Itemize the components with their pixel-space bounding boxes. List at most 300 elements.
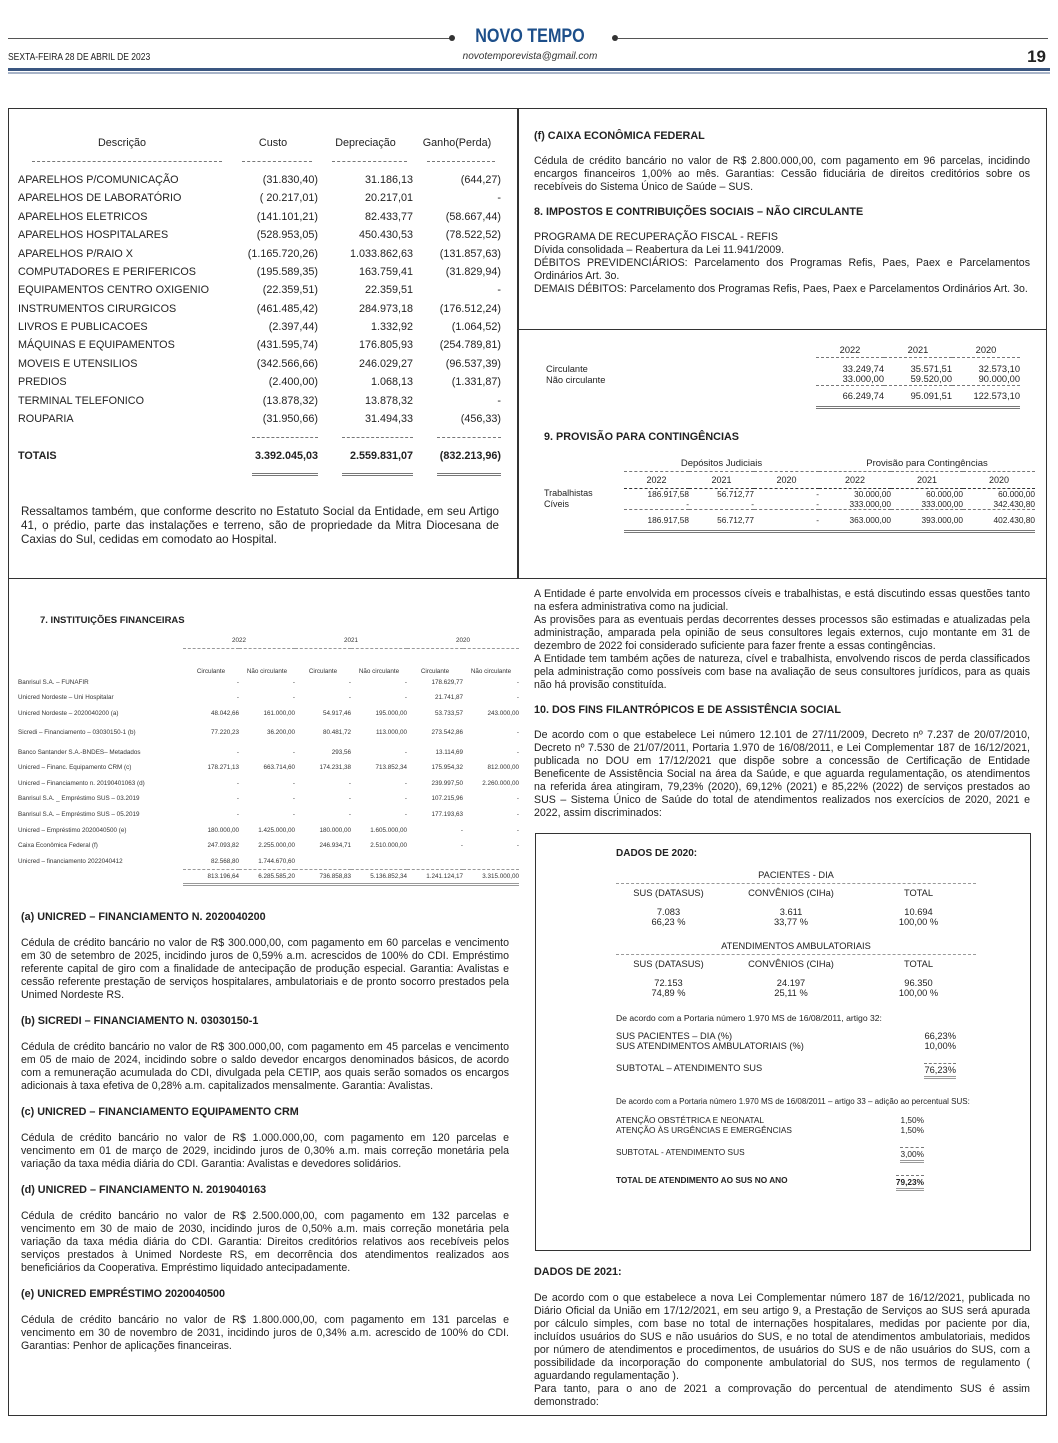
table-cell: 56.712,77 xyxy=(717,488,754,499)
table-row xyxy=(18,838,519,854)
assets-note: Ressaltamos também, que conforme descrito no Estatuto Social da Entidade, em seu Artigo 41, o prédio, parte das instalações e terreno, são de propriedade da Mitra Diocesana de Caxias do Sul, cedidas em comodato ao Hospital. xyxy=(21,505,499,546)
table-cell: - xyxy=(292,779,295,787)
table-cell: - xyxy=(236,795,239,803)
table-cell: (13.878,32) xyxy=(262,394,318,407)
table-cell: - xyxy=(460,842,463,850)
table-row xyxy=(18,744,519,760)
table-cell: (342.566,66) xyxy=(256,357,318,370)
stat-cell: CONVÊNIOS (CIHa) xyxy=(748,888,834,898)
total-cell: (832.213,96) xyxy=(439,449,501,462)
table-cell: 186.917,58 xyxy=(647,488,689,499)
paragraph: A Entidade é parte envolvida em processos cíveis e trabalhistas, e está discutindo essas questões tanto na esfera administrativa como na judicial. xyxy=(534,588,1030,613)
year-header: 2020 xyxy=(952,343,1020,357)
year-header: 2022 xyxy=(816,343,884,357)
impostos-table xyxy=(546,343,1020,409)
table-cell: (131.857,63) xyxy=(439,247,501,260)
value: 1,50% xyxy=(900,1125,924,1135)
row-label: Unicred – Empréstimo 2020040500 (e) xyxy=(18,826,127,834)
values-row xyxy=(616,978,976,988)
block-title: PACIENTES - DIA xyxy=(616,870,976,884)
row-label: Cíveis xyxy=(544,498,570,509)
issue-date: SEXTA-FEIRA 28 DE ABRIL DE 2023 xyxy=(8,52,151,63)
row-label: Banrisul S.A. – FUNAFIR xyxy=(18,678,89,686)
table-cell: INSTRUMENTOS CIRURGICOS xyxy=(18,302,177,315)
table-cell: - xyxy=(686,498,689,509)
row-label: Trabalhistas xyxy=(544,488,593,499)
table-row xyxy=(18,410,501,428)
table-cell: - xyxy=(404,694,407,702)
table-cell: 82.433,77 xyxy=(364,210,413,223)
blank xyxy=(544,456,624,471)
table-cell: LIVROS E PUBLICACOES xyxy=(18,321,148,334)
table-cell: ROUPARIA xyxy=(18,413,74,426)
label: ATENÇÃO ÀS URGÊNCIAS E EMERGÊNCIAS xyxy=(616,1125,792,1135)
table-cell: (456,33) xyxy=(460,413,501,426)
table-header-row xyxy=(18,134,501,152)
header-divider xyxy=(8,72,1050,74)
total-row xyxy=(544,509,1035,531)
separator xyxy=(318,152,413,170)
table-cell: 333.000,00 xyxy=(921,498,963,509)
section-title: (b) SICREDI – FINANCIAMENTO N. 03030150-1 xyxy=(21,1015,259,1027)
cols-row xyxy=(616,959,976,969)
table-cell: - xyxy=(292,811,295,819)
table-cell xyxy=(295,854,351,870)
table-row xyxy=(544,499,1035,510)
table-cell: APARELHOS DE LABORATÓRIO xyxy=(18,192,182,205)
row-label: Unicred – Financiamento n. 20190401063 (d) xyxy=(18,779,145,787)
year-header: 2020 xyxy=(407,633,519,649)
table-cell: 13.114,69 xyxy=(435,748,463,756)
text-line: DEMAIS DÉBITOS: Parcelamento dos Programas Refis, Paes, Paex e Parcelamentos Ordinários Art. 3o. xyxy=(534,283,1028,295)
table-cell: 713.852,34 xyxy=(375,764,407,772)
separator-row xyxy=(18,428,501,446)
art33-note: De acordo com a Portaria número 1.970 MS de 16/08/2011 – artigo 33 – adição ao percentual SUS: xyxy=(616,1097,970,1106)
percent-row xyxy=(616,1115,924,1125)
row-label: Banrisul S.A. _ Empréstimo SUS – 03.2019 xyxy=(18,795,140,803)
table-cell: - xyxy=(516,694,519,702)
table-cell: 246.934,71 xyxy=(319,842,351,850)
dados-2020 xyxy=(616,847,976,1191)
label: SUBTOTAL - ATENDIMENTO SUS xyxy=(616,1147,745,1157)
table-cell: 180.000,00 xyxy=(207,826,239,834)
table-cell: 80.481,72 xyxy=(322,729,351,737)
column-header: Não circulante xyxy=(358,667,400,675)
table-cell: - xyxy=(404,779,407,787)
table-cell: 333.000,00 xyxy=(849,498,891,509)
table-cell: - xyxy=(404,811,407,819)
section-title: (f) CAIXA ECONÔMICA FEDERAL xyxy=(534,130,705,142)
separator xyxy=(18,152,228,170)
table-cell: - xyxy=(516,842,519,850)
table-row xyxy=(18,807,519,823)
table-cell: - xyxy=(292,694,295,702)
table-cell: ( 20.217,01) xyxy=(259,192,318,205)
separator xyxy=(228,152,318,170)
table-cell: 284.973,18 xyxy=(358,302,413,315)
label: SUBTOTAL – ATENDIMENTO SUS xyxy=(616,1063,763,1073)
table-row xyxy=(18,171,501,189)
separator xyxy=(413,428,501,446)
table-row xyxy=(18,208,501,226)
table-cell: - xyxy=(348,811,351,819)
table-cell: 178.271,13 xyxy=(207,764,239,772)
year-row xyxy=(544,471,1035,488)
column-header: Não circulante xyxy=(246,667,288,675)
table-cell: 2.510.000,00 xyxy=(370,842,407,850)
stat-cell: 74,89 % xyxy=(651,988,686,998)
column-header: Custo xyxy=(258,137,288,150)
table-cell: 22.359,51 xyxy=(364,284,413,297)
table-cell: - xyxy=(292,795,295,803)
table-cell: MÁQUINAS E EQUIPAMENTOS xyxy=(18,339,175,352)
paragraph: De acordo com o que estabelece a nova Lei Complementar número 187 de 16/12/2021, publicada no Diário Oficial da União em 17/12/2021, em seu artigo 9, a Prestação de Serviços ao SUS será apurada por cálculo simples, com base no total de internações hospitalares, medidas por paciente por dia, incluídos usuários do SUS e não usuários do SUS, e no total de atendimentos ambulatoriais, medidos por número de atendimentos e procedimentos, de usuários do SUS e de não usuários do SUS, com a possibilidade da incorporação do componente ambulatorial do SUS, nos termos de regulamento ( aguardando regulamentação ). xyxy=(534,1292,1030,1382)
table-cell: - xyxy=(404,748,407,756)
total-cell: 5.136.852,34 xyxy=(351,869,407,885)
table-cell: - xyxy=(516,795,519,803)
table-cell: 812.000,00 xyxy=(487,764,519,772)
section-body: Cédula de crédito bancário no valor de R$ 300.000,00, com pagamento em 45 parcelas e vencimento em 05 de maio de 2024, incidindo sobre o saldo devedor encargos denominados básicos, de acordo com a remuneração acumulada do CDI, divulgada pela CETIP, aos quais serão somados os encargos adicionais à taxa efetiva de 0,28% a.m. capitalizados mensalmente. Garantia: Avalistas. xyxy=(21,1041,509,1092)
year-header: 2022 xyxy=(624,471,689,488)
total-cell: 6.285.585,20 xyxy=(239,869,295,885)
table-cell: 342.430,80 xyxy=(993,498,1035,509)
table-cell: (176.512,24) xyxy=(439,302,501,315)
row-label: Sicredi – Financiamento – 03030150-1 (b) xyxy=(18,729,136,737)
table-row xyxy=(18,690,519,706)
table-cell: (644,27) xyxy=(460,173,501,186)
table-cell: 1.605.000,00 xyxy=(370,826,407,834)
paragraph: A Entidade tem também ações de natureza, cível e trabalhista, envolvendo riscos de perda classificados pela administração como possíveis com base na avaliação de seus consultores jurídicos, para as quais não há provisão constituída. xyxy=(534,653,1030,691)
table-cell: - xyxy=(516,826,519,834)
total-cell: 122.573,10 xyxy=(952,385,1020,407)
total-row xyxy=(546,385,1020,407)
table-cell: 113.000,00 xyxy=(375,729,407,737)
table-row xyxy=(18,226,501,244)
table-cell: 13.878,32 xyxy=(364,394,413,407)
contact-email: novotemporevista@gmail.com xyxy=(462,51,598,62)
section-body: Cédula de crédito bancário no valor de R$ 2.500.000,00, com pagamento em 132 parcelas e vencimento em 30 de maio de 2030, incidindo juros de 0,50% a.m. mais correção monetária pela variação da taxa média diária do CDI. Garantia: Direitos creditórios relativos aos recebíveis pelos serviços prestados à Unimed Nordeste RS, em decorrência dos atendimentos realizados aos beneficiários da Cooperativa. Empréstimo liquidado antecipadamente. xyxy=(21,1210,509,1274)
year-row xyxy=(18,633,519,649)
table-cell: 31.186,13 xyxy=(364,173,413,186)
table-cell: (254.789,81) xyxy=(439,339,501,352)
table-cell: (31.830,40) xyxy=(262,173,318,186)
table-cell: 53.733,57 xyxy=(434,710,463,718)
table-cell: - xyxy=(292,678,295,686)
year-row xyxy=(546,343,1020,357)
stat-cell: 100,00 % xyxy=(898,917,939,927)
column-header: Não circulante xyxy=(470,667,512,675)
loan-notes xyxy=(21,911,509,1353)
percent-row xyxy=(616,1031,956,1041)
table-cell: - xyxy=(516,811,519,819)
table-row xyxy=(18,373,501,391)
table-cell: APARELHOS HOSPITALARES xyxy=(18,229,169,242)
column-header: Circulante xyxy=(308,667,338,675)
section-body: Cédula de crédito bancário no valor de R$ 2.800.000,00, com pagamento em 96 parcelas, incidindo encargos financeiros 1,00% ao mês. Garantias: Cessão fiduciária de direitos creditórios sobre os recebíveis do Sistema Único de Saúde – SUS. xyxy=(534,155,1030,193)
separator xyxy=(228,465,318,483)
table-cell: - xyxy=(236,748,239,756)
table-cell: - xyxy=(348,779,351,787)
table-cell: 35.571,51 xyxy=(910,363,952,374)
group-header: Depósitos Judiciais xyxy=(624,456,819,471)
total-cell: 2.559.831,07 xyxy=(349,449,413,462)
table-cell: 107.215,96 xyxy=(431,795,463,803)
total-cell: TOTAIS xyxy=(18,449,57,462)
table-cell: (2.400,00) xyxy=(268,376,318,389)
stats-block xyxy=(616,870,976,927)
row-label: Banrisul S.A. – Empréstimo SUS – 05.2019 xyxy=(18,811,140,819)
section-body: Cédula de crédito bancário no valor de R$ 300.000,00, com pagamento em 60 parcelas e vencimento em 30 de setembro de 2025, incidindo juros de 0,59% a.m. acrescidos de 100% do CDI. Empréstimo referente capital de giro com a finalidade de antecipação de produção especial. Garantia: Avalistas e cessão referente prestação de serviços hospitalares, ambulatoriais e de pronto socorro prestados pela Unimed Nordeste RS. xyxy=(21,937,509,1001)
table-cell: - xyxy=(404,678,407,686)
subtotal-row xyxy=(616,1147,924,1163)
divider xyxy=(518,329,1047,330)
table-cell: (31.829,94) xyxy=(445,265,501,278)
section-title: 9. PROVISÃO PARA CONTINGÊNCIAS xyxy=(544,431,739,443)
section-title: 8. IMPOSTOS E CONTRIBUIÇÕES SOCIAIS – NÃO CIRCULANTE xyxy=(534,206,864,218)
table-cell: 176.805,93 xyxy=(358,339,413,352)
total-cell: 3.392.045,03 xyxy=(254,449,318,462)
table-cell: (58.667,44) xyxy=(445,210,501,223)
table-cell: (1.165.720,26) xyxy=(247,247,318,260)
table-cell: (461.485,42) xyxy=(256,302,318,315)
table-cell: 180.000,00 xyxy=(319,826,351,834)
table-cell: TERMINAL TELEFONICO xyxy=(18,394,144,407)
subtotal-row xyxy=(616,1063,956,1079)
separator xyxy=(18,465,228,483)
section-body: Cédula de crédito bancário no valor de R$ 1.800.000,00, com pagamento em 131 parcelas e vencimento em 30 de novembro de 2031, incidindo juros de 0,34% a.m. acrescido de 100% do CDI. Garantias: Penhor de aplicações financeiras. xyxy=(21,1314,509,1352)
group-row xyxy=(544,456,1035,471)
table-cell: - xyxy=(348,694,351,702)
table-cell: - xyxy=(292,748,295,756)
column-header: Circulante xyxy=(196,667,226,675)
table-cell: 31.494,33 xyxy=(364,413,413,426)
column-header: Circulante xyxy=(420,667,450,675)
percent-row xyxy=(616,1125,924,1135)
page-number: 19 xyxy=(1027,47,1046,66)
table-cell: 1.332,92 xyxy=(370,321,413,334)
separator xyxy=(318,465,413,483)
section-title: 10. DOS FINS FILANTRÓPICOS E DE ASSISTÊNCIA SOCIAL xyxy=(534,704,841,716)
table-cell: Não circulante xyxy=(546,374,606,385)
value: 10,00% xyxy=(924,1041,956,1051)
blank xyxy=(544,471,624,488)
table-row xyxy=(18,336,501,354)
table-cell: 82.568,80 xyxy=(210,857,239,865)
table-cell: 663.714,60 xyxy=(263,764,295,772)
table-cell: EQUIPAMENTOS CENTRO OXIGENIO xyxy=(18,284,209,297)
financial-institutions-table xyxy=(18,633,519,886)
table-cell: 33.000,00 xyxy=(842,374,884,385)
table-cell: (431.595,74) xyxy=(256,339,318,352)
block-title: ATENDIMENTOS AMBULATORIAIS xyxy=(616,941,976,955)
table-cell: 273.542,86 xyxy=(431,729,463,737)
table-cell: 1.425.000,00 xyxy=(258,826,295,834)
table-cell: 20.217,01 xyxy=(364,192,413,205)
column-header: Ganho(Perda) xyxy=(422,137,492,150)
table-cell: 450.430,53 xyxy=(358,229,413,242)
paragraph: As provisões para as eventuais perdas decorrentes desses processos são estimadas e atualizadas pela administração, amparada pela opinião de seus consultores legais externos, cujo montante em 31 de dezembro de 2022 foi considerado suficiente para fazer frente a essas contingências. xyxy=(534,614,1030,652)
separator xyxy=(18,428,228,446)
table-cell: - xyxy=(236,694,239,702)
year-header: 2021 xyxy=(884,343,952,357)
row-label: Unicred Nordeste – 2020040200 (a) xyxy=(18,710,119,718)
table-cell: 36.200,00 xyxy=(266,729,295,737)
table-cell: - xyxy=(816,498,819,509)
table-cell: - xyxy=(516,729,519,737)
value: 1,50% xyxy=(900,1115,924,1125)
total-cell: - xyxy=(754,509,819,531)
section-title: (c) UNICRED – FINANCIAMENTO EQUIPAMENTO CRM xyxy=(21,1106,299,1118)
header-rule-right xyxy=(618,38,1048,39)
total-cell: 95.091,51 xyxy=(884,385,952,407)
table-cell: 177.193,63 xyxy=(431,811,463,819)
table-cell: 195.000,00 xyxy=(375,710,407,718)
total-cell: 56.712,77 xyxy=(689,509,754,531)
masthead-logo: NOVO TEMPO xyxy=(475,26,585,47)
table-cell: 161.000,00 xyxy=(263,710,295,718)
section-body: Cédula de crédito bancário no valor de R$ 1.000.000,00, com pagamento em 120 parcelas e vencimento em 01 de março de 2029, incidindo juros de 0,30% a.m. mais correção monetária pela variação da taxa média diária do CDI. Garantia: Avalistas e devedores solidários. xyxy=(21,1132,509,1170)
table-cell: 1.033.862,63 xyxy=(349,247,413,260)
total-cell: 186.917,58 xyxy=(624,509,689,531)
table-cell: 32.573,10 xyxy=(978,363,1020,374)
table-row xyxy=(546,374,1020,385)
table-row xyxy=(18,791,519,807)
section-title: DADOS DE 2020: xyxy=(616,848,698,859)
caixa-section xyxy=(534,130,1030,296)
separator-row xyxy=(18,152,501,170)
table-cell: - xyxy=(236,678,239,686)
table-cell: MOVEIS E UTENSILIOS xyxy=(18,357,138,370)
separator xyxy=(413,465,501,483)
stat-cell: 66,23 % xyxy=(651,917,686,927)
blank xyxy=(546,343,816,357)
table-cell: 54.917,46 xyxy=(322,710,351,718)
stat-cell: TOTAL xyxy=(903,959,934,969)
table-cell: - xyxy=(404,795,407,803)
table-cell: 2.260.000,00 xyxy=(482,779,519,787)
year-header: 2022 xyxy=(819,471,891,488)
table-cell: 163.759,41 xyxy=(358,265,413,278)
table-cell: 59.520,00 xyxy=(910,374,952,385)
table-cell: - xyxy=(497,284,501,297)
total-cell xyxy=(544,509,624,531)
separator xyxy=(413,152,501,170)
art32-note: De acordo com a Portaria número 1.970 MS de 16/08/2011, artigo 32: xyxy=(616,1013,882,1023)
table-cell: (195.589,35) xyxy=(256,265,318,278)
table-cell: (528.953,05) xyxy=(256,229,318,242)
table-row xyxy=(18,776,519,792)
stat-cell: SUS (DATASUS) xyxy=(633,888,704,898)
stat-cell: 7.083 xyxy=(656,907,681,917)
table-cell: 2.255.000,00 xyxy=(258,842,295,850)
column-header: Depreciação xyxy=(335,137,396,150)
provisao-table xyxy=(544,456,1035,533)
table-cell: - xyxy=(236,779,239,787)
stats-block xyxy=(616,941,976,998)
stat-cell: 100,00 % xyxy=(898,988,939,998)
total-cell xyxy=(546,385,816,407)
table-cell: - xyxy=(348,678,351,686)
table-row xyxy=(18,189,501,207)
table-row xyxy=(18,760,519,776)
row-label: Banco Santander S.A.-BNDES– Metadados xyxy=(18,748,141,756)
total-cell: 813.196,64 xyxy=(183,869,239,885)
section-title: 7. INSTITUIÇÕES FINANCEIRAS xyxy=(40,615,185,626)
table-cell: 30.000,00 xyxy=(854,488,891,499)
table-cell: (1.064,52) xyxy=(451,321,501,334)
table-cell: 1.744.670,60 xyxy=(258,857,295,865)
year-header: 2022 xyxy=(183,633,295,649)
table-cell: - xyxy=(751,498,754,509)
group-header: Provisão para Contingências xyxy=(819,456,1035,471)
value: 66,23% xyxy=(924,1031,956,1041)
pcts-row xyxy=(616,917,976,927)
provisao-body xyxy=(534,588,1030,820)
blank xyxy=(18,649,183,675)
table-row xyxy=(18,355,501,373)
table-cell: 178.629,77 xyxy=(431,678,463,686)
total-cell: 66.249,74 xyxy=(816,385,884,407)
section-title: (a) UNICRED – FINANCIAMENTO N. 2020040200 xyxy=(21,911,266,923)
table-cell: - xyxy=(497,394,501,407)
table-row xyxy=(18,281,501,299)
table-cell: 243.000,00 xyxy=(487,710,519,718)
stat-cell: 3.611 xyxy=(779,907,803,917)
header-rule-left xyxy=(8,38,450,39)
table-cell: 48.042,66 xyxy=(210,710,239,718)
section-title: DADOS DE 2021: xyxy=(534,1266,622,1278)
table-cell xyxy=(407,854,463,870)
text-line: Dívida consolidada – Reabertura da Lei 11.941/2009. xyxy=(534,244,785,256)
table-cell: PREDIOS xyxy=(18,376,67,389)
table-cell: APARELHOS ELETRICOS xyxy=(18,210,148,223)
value: 79,23% xyxy=(896,1175,924,1191)
value: 3,00% xyxy=(900,1147,924,1163)
table-cell: (2.397,44) xyxy=(268,321,318,334)
year-header: 2020 xyxy=(963,471,1035,488)
table-cell: 33.249,74 xyxy=(842,363,884,374)
table-cell: 90.000,00 xyxy=(978,374,1020,385)
table-cell: (1.331,87) xyxy=(451,376,501,389)
text-line: PROGRAMA DE RECUPERAÇÃO FISCAL - REFIS xyxy=(534,231,778,243)
table-cell xyxy=(463,854,519,870)
label: TOTAL DE ATENDIMENTO AO SUS NO ANO xyxy=(616,1175,788,1185)
total-cell: 1.241.124,17 xyxy=(407,869,463,885)
stat-cell: 10.694 xyxy=(904,907,933,917)
pcts-row xyxy=(616,988,976,998)
row-label: Caixa Econômica Federal (f) xyxy=(18,842,98,850)
table-cell: 246.029,27 xyxy=(358,357,413,370)
subtotal-row xyxy=(616,1175,924,1191)
stat-cell: 33,77 % xyxy=(773,917,809,927)
table-cell: - xyxy=(516,748,519,756)
year-header: 2021 xyxy=(891,471,963,488)
table-cell: (22.359,51) xyxy=(262,284,318,297)
column-header: Descrição xyxy=(98,137,147,150)
total-cell: 736.858,83 xyxy=(295,869,351,885)
total-cell: 3.315.000,00 xyxy=(463,869,519,885)
total-cell xyxy=(18,869,183,885)
separator xyxy=(318,428,413,446)
table-cell: 60.000,00 xyxy=(998,488,1035,499)
table-cell: Circulante xyxy=(546,363,588,374)
total-cell: 363.000,00 xyxy=(819,509,891,531)
table-cell: APARELHOS P/COMUNICAÇÃO xyxy=(18,173,179,186)
text-line: DÉBITOS PREVIDENCIÁRIOS: Parcelamento dos Programas Refis, Paes, Paex e Parcelamentos Ordinários Art. 3o. xyxy=(534,257,1030,282)
table-row xyxy=(18,854,519,870)
year-header: 2020 xyxy=(754,471,819,488)
table-cell: - xyxy=(516,678,519,686)
